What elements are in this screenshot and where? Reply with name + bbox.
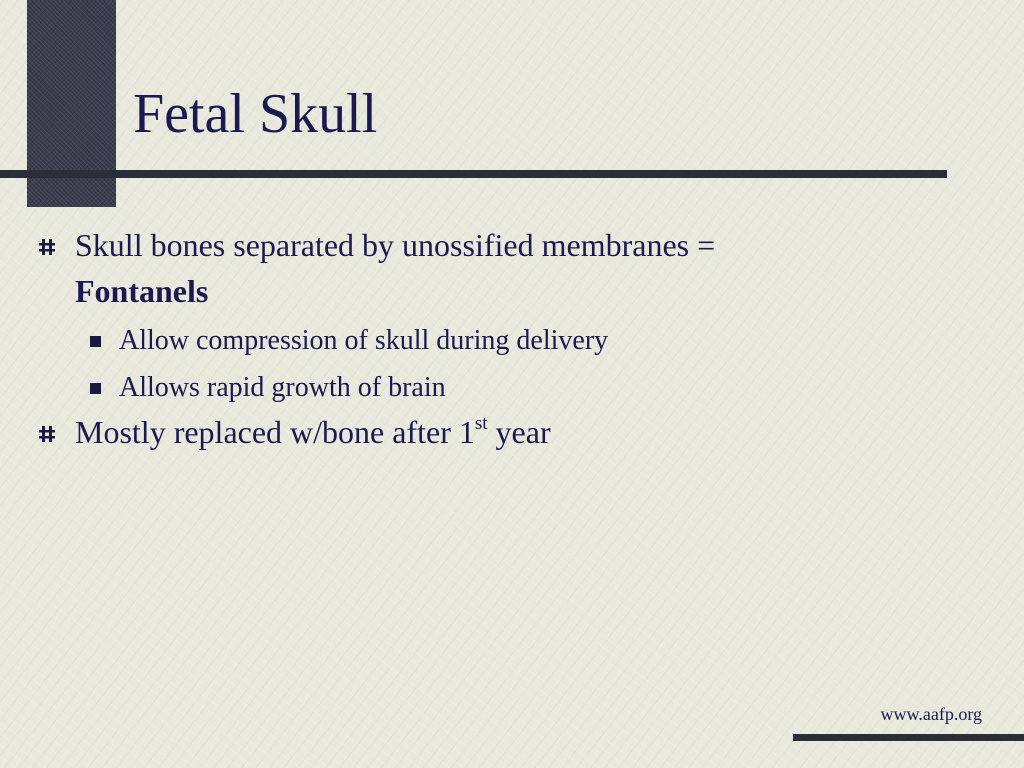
square-bullet-icon	[90, 336, 101, 347]
ordinal-superscript: st	[474, 413, 488, 434]
sub-bullet-item	[75, 367, 938, 409]
bullet-bold-term: Fontanels	[75, 273, 209, 309]
footer-source: www.aafp.org	[880, 704, 982, 724]
sub-bullet-text: Allow compression of skull during delivery	[119, 325, 609, 356]
bullet-text-end: year	[487, 414, 551, 450]
sub-bullet-item	[75, 320, 938, 362]
hash-bullet-icon	[38, 238, 56, 256]
title-divider	[0, 170, 947, 178]
bullet-text: Skull bones separated by unossified membranes =	[75, 227, 716, 263]
slide-body	[38, 222, 938, 455]
sub-bullet-list	[75, 320, 938, 409]
footer-divider	[793, 734, 1024, 741]
square-bullet-icon	[90, 383, 101, 394]
bullet-text: Mostly replaced w/bone after 1	[75, 414, 475, 450]
hash-bullet-icon	[38, 425, 56, 443]
sub-bullet-text: Allows rapid growth of brain	[119, 372, 446, 403]
bullet-item	[38, 409, 938, 455]
slide-title: Fetal Skull	[133, 83, 378, 145]
bullet-item	[38, 222, 938, 314]
